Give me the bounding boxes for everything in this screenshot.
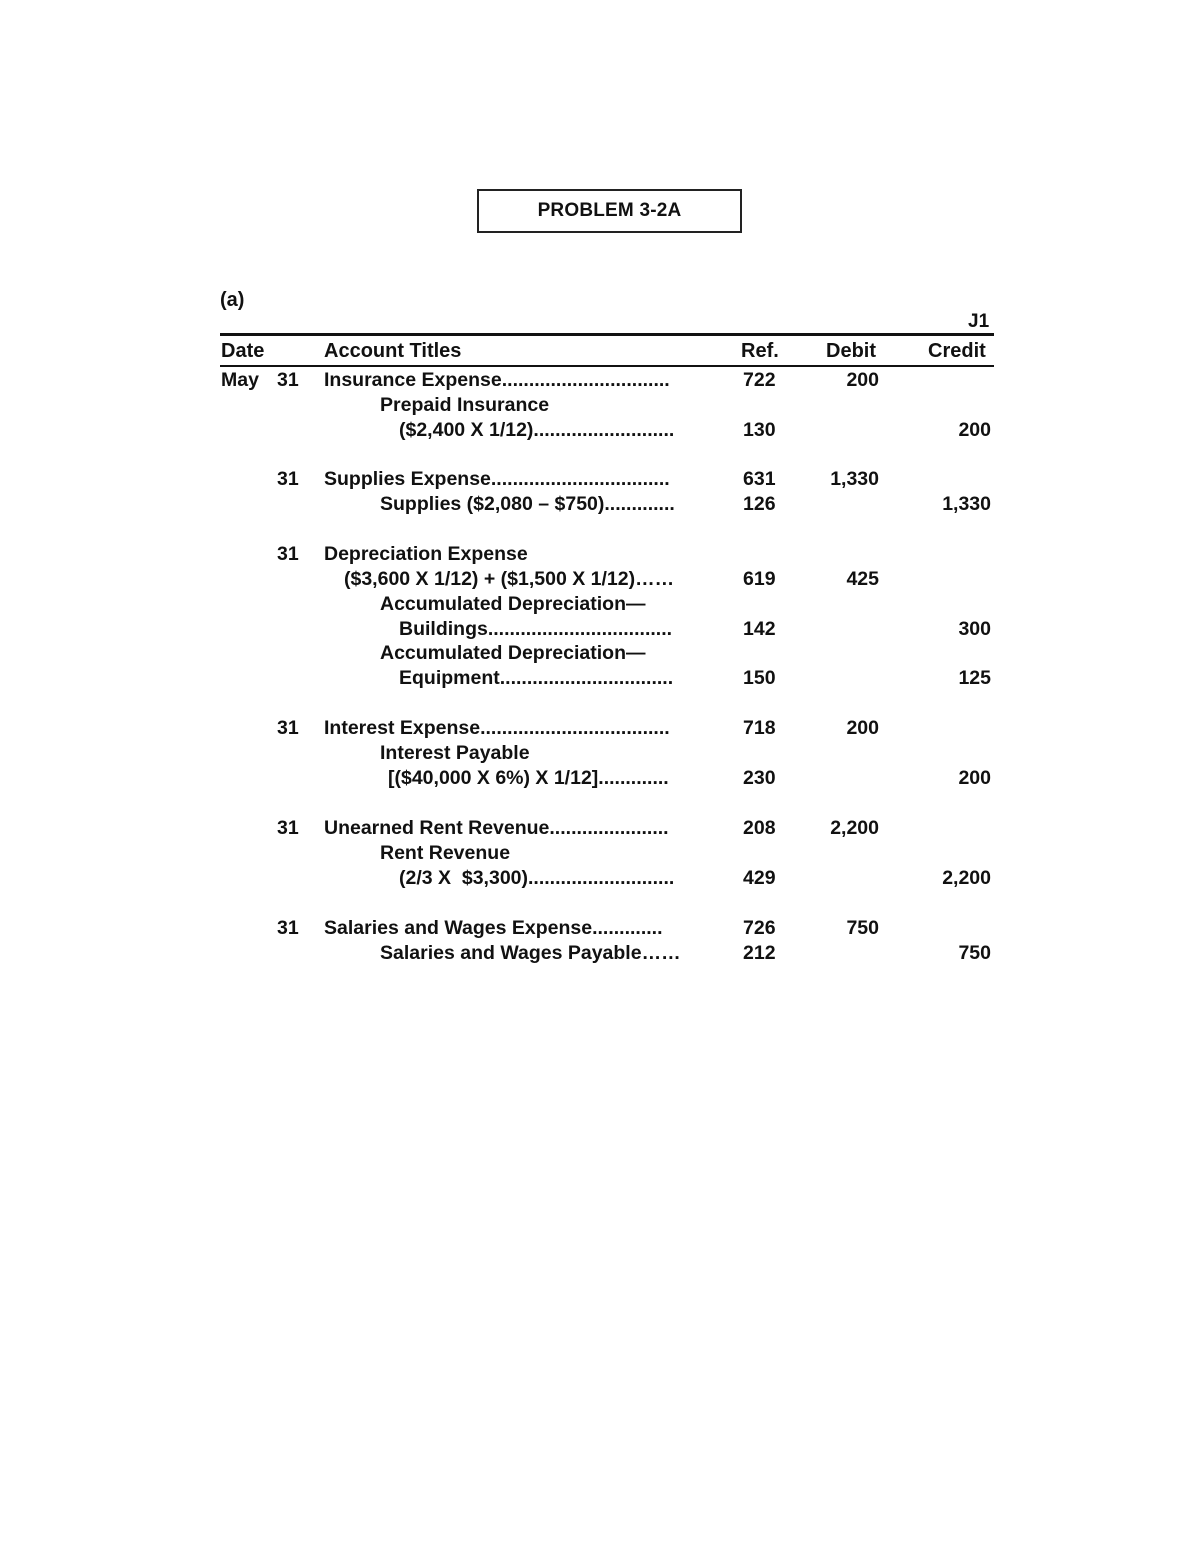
table-row: [0, 666, 1200, 691]
ref: 142: [743, 618, 776, 640]
debit: 200: [846, 717, 879, 739]
header-debit: Debit: [826, 340, 876, 362]
account-title: Unearned Rent Revenue......................: [324, 817, 669, 839]
header-account-titles: Account Titles: [324, 340, 462, 362]
ref: 150: [743, 667, 776, 689]
account-title: Equipment................................: [399, 667, 674, 689]
date-day: 31: [277, 917, 299, 939]
header-ref: Ref.: [741, 340, 779, 362]
account-title: Buildings..................................: [399, 618, 673, 640]
credit: 300: [958, 618, 991, 640]
table-row: [0, 816, 1200, 841]
account-title: Interest Expense...................................: [324, 717, 670, 739]
ref: 212: [743, 942, 776, 964]
account-title: Accumulated Depreciation—: [380, 642, 646, 664]
table-top-rule: [220, 333, 994, 336]
account-title: Interest Payable: [380, 742, 530, 764]
table-row: [0, 542, 1200, 567]
table-row: [0, 418, 1200, 443]
journal-number: J1: [968, 311, 990, 332]
table-row: [0, 617, 1200, 642]
account-title: Prepaid Insurance: [380, 394, 550, 416]
credit: 200: [958, 767, 991, 789]
debit: 2,200: [830, 817, 879, 839]
ref: 429: [743, 867, 776, 889]
ref: 126: [743, 493, 776, 515]
debit: 200: [846, 369, 879, 391]
header-date: Date: [221, 340, 265, 362]
part-label: (a): [220, 289, 245, 311]
table-row: [0, 741, 1200, 766]
ref: 619: [743, 568, 776, 590]
table-row: [0, 393, 1200, 418]
date-day: 31: [277, 543, 299, 565]
account-title: Supplies ($2,080 – $750).............: [380, 493, 675, 515]
debit: 1,330: [830, 468, 879, 490]
account-title: Salaries and Wages Expense.............: [324, 917, 663, 939]
table-row: [0, 567, 1200, 592]
table-row: [0, 766, 1200, 791]
debit: 425: [846, 568, 879, 590]
ref: 722: [743, 369, 776, 391]
problem-title: PROBLEM 3-2A: [477, 189, 742, 233]
account-title: Depreciation Expense: [324, 543, 528, 565]
table-row: [0, 941, 1200, 966]
date-day: 31: [277, 817, 299, 839]
table-row: [0, 467, 1200, 492]
header-credit: Credit: [928, 340, 986, 362]
account-title: ($2,400 X 1/12)..........................: [399, 419, 675, 441]
date-day: 31: [277, 468, 299, 490]
date-day: 31: [277, 369, 299, 391]
account-title: Insurance Expense...............................: [324, 369, 670, 391]
credit: 200: [958, 419, 991, 441]
table-row: [0, 866, 1200, 891]
credit: 2,200: [942, 867, 991, 889]
date-month: May: [221, 369, 259, 391]
ref: 208: [743, 817, 776, 839]
credit: 750: [958, 942, 991, 964]
account-title: (2/3 X $3,300)...........................: [399, 867, 675, 889]
table-row: [0, 916, 1200, 941]
table-row: [0, 641, 1200, 666]
account-title: Accumulated Depreciation—: [380, 593, 646, 615]
account-title: Supplies Expense.................................: [324, 468, 670, 490]
header-bottom-rule: [220, 365, 994, 367]
credit: 1,330: [942, 493, 991, 515]
ref: 718: [743, 717, 776, 739]
table-row: [0, 492, 1200, 517]
ref: 631: [743, 468, 776, 490]
table-row: [0, 841, 1200, 866]
table-row: [0, 592, 1200, 617]
table-row: [0, 716, 1200, 741]
ref: 130: [743, 419, 776, 441]
credit: 125: [958, 667, 991, 689]
debit: 750: [846, 917, 879, 939]
account-title: Salaries and Wages Payable……: [380, 942, 681, 964]
account-title: [($40,000 X 6%) X 1/12].............: [388, 767, 669, 789]
ref: 726: [743, 917, 776, 939]
date-day: 31: [277, 717, 299, 739]
ref: 230: [743, 767, 776, 789]
account-title: ($3,600 X 1/12) + ($1,500 X 1/12)……: [344, 568, 675, 590]
account-title: Rent Revenue: [380, 842, 511, 864]
table-row: [0, 368, 1200, 393]
